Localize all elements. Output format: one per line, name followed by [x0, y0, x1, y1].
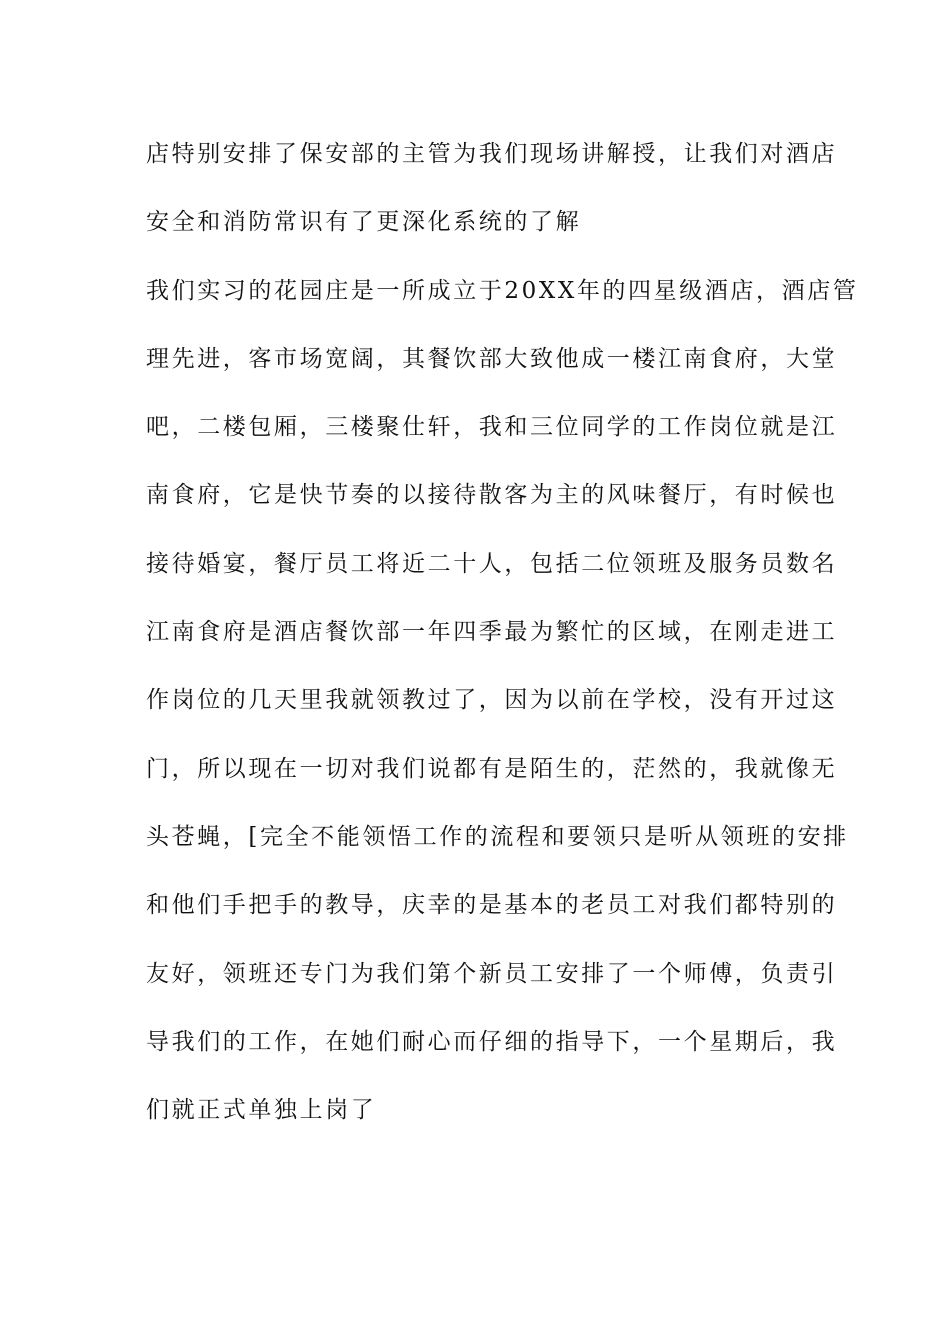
text-line: 理先进，客市场宽阔，其餐饮部大致他成一楼江南食府，大堂 [146, 345, 838, 372]
text-line: 江南食府是酒店餐饮部一年四季最为繁忙的区域，在刚走进工 [146, 619, 838, 646]
text-line: 吧，二楼包厢，三楼聚仕轩，我和三位同学的工作岗位就是江 [146, 414, 838, 441]
text-line: 们就正式单独上岗了 [146, 1097, 377, 1124]
text-line: 作岗位的几天里我就领教过了，因为以前在学校，没有开过这 [146, 687, 838, 714]
text-line: 我们实习的花园庄是一所成立于20XX年的四星级酒店，酒店管 [146, 277, 859, 304]
text-line: 和他们手把手的教导，庆幸的是基本的老员工对我们都特别的 [146, 892, 838, 919]
text-line: 头苍蝇，[完全不能领悟工作的流程和要领只是听从领班的安排 [146, 823, 849, 850]
text-line: 导我们的工作，在她们耐心而仔细的指导下，一个星期后，我 [146, 1028, 838, 1055]
body-text [146, 131, 859, 1155]
text-line: 安全和消防常识有了更深化系统的了解 [146, 209, 582, 236]
text-line: 店特别安排了保安部的主管为我们现场讲解授，让我们对酒店 [146, 141, 838, 167]
text-line: 南食府，它是快节奏的以接待散客为主的风味餐厅，有时候也 [146, 482, 838, 509]
text-line: 接待婚宴，餐厅员工将近二十人，包括二位领班及服务员数名 [146, 550, 838, 577]
text-line: 门，所以现在一切对我们说都有是陌生的，茫然的，我就像无 [146, 755, 838, 782]
text-line: 友好，领班还专门为我们第个新员工安排了一个师傅，负责引 [146, 960, 838, 987]
